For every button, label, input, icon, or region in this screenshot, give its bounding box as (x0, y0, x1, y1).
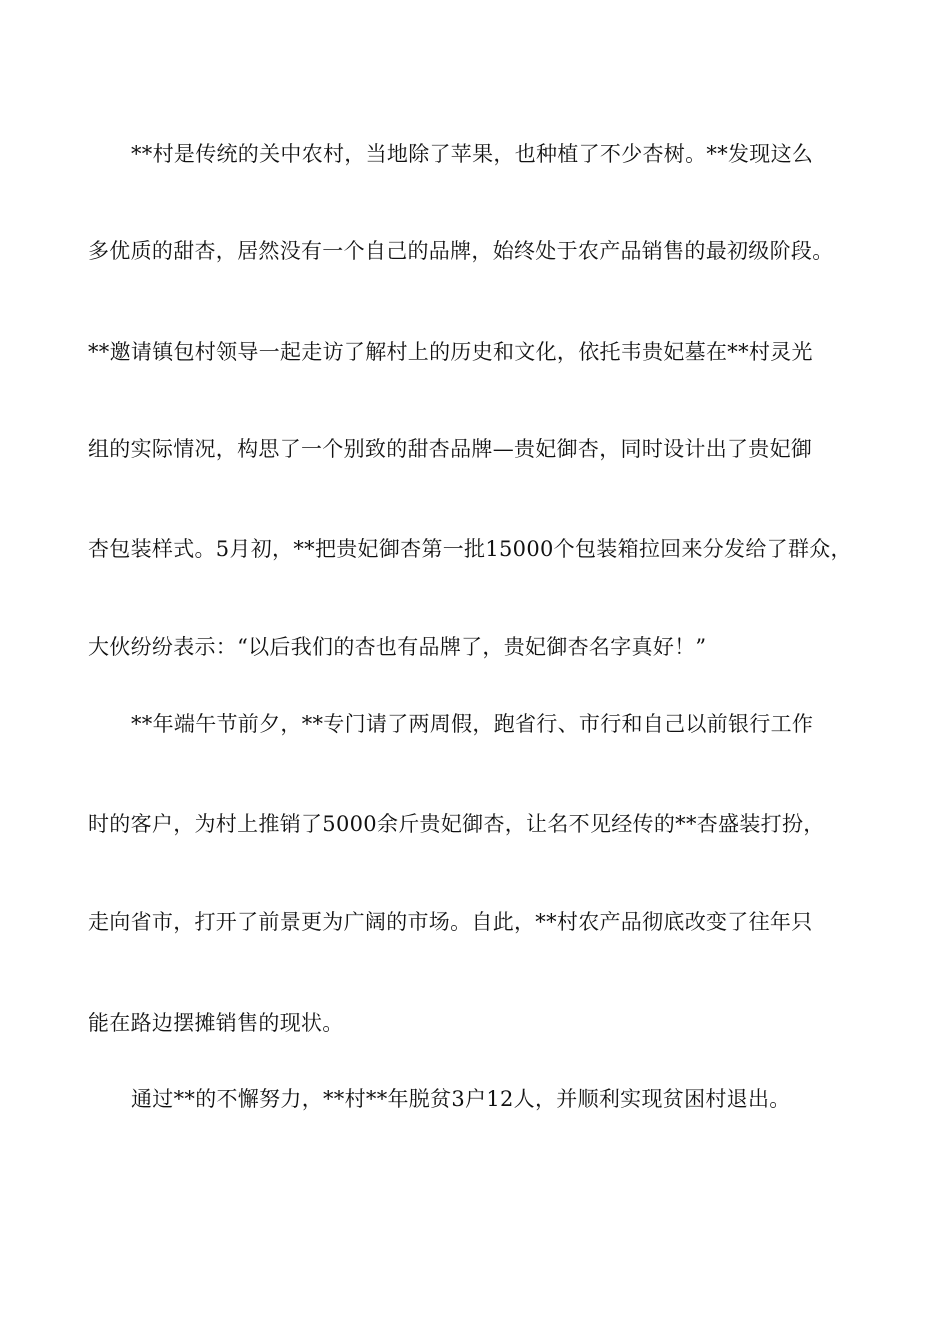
text-line: 杏包装样式。5月初，**把贵妃御杏第一批15000个包装箱拉回来分发给了群众， (88, 537, 852, 561)
text-line: 走向省市，打开了前景更为广阔的市场。自此，**村农产品彻底改变了往年只 (88, 910, 813, 934)
text-line: 大伙纷纷表示：“以后我们的杏也有品牌了，贵妃御杏名字真好！” (88, 635, 707, 659)
text-line: 能在路边摆摊销售的现状。 (88, 1011, 344, 1035)
text-line: 多优质的甜杏，居然没有一个自己的品牌，始终处于农产品销售的最初级阶段。 (88, 239, 834, 263)
text-line: **邀请镇包村领导一起走访了解村上的历史和文化，依托韦贵妃墓在**村灵光 (88, 340, 813, 364)
text-line: 通过**的不懈努力，**村**年脱贫3户12人，并顺利实现贫困村退出。 (131, 1087, 791, 1111)
text-line: **年端午节前夕，**专门请了两周假，跑省行、市行和自己以前银行工作 (131, 712, 814, 736)
text-line: **村是传统的关中农村，当地除了苹果，也种植了不少杏树。**发现这么 (131, 142, 814, 166)
text-line: 组的实际情况，构思了一个别致的甜杏品牌—贵妃御杏，同时设计出了贵妃御 (88, 437, 813, 461)
text-line: 时的客户，为村上推销了5000余斤贵妃御杏，让名不见经传的**杏盛装打扮， (88, 812, 825, 836)
